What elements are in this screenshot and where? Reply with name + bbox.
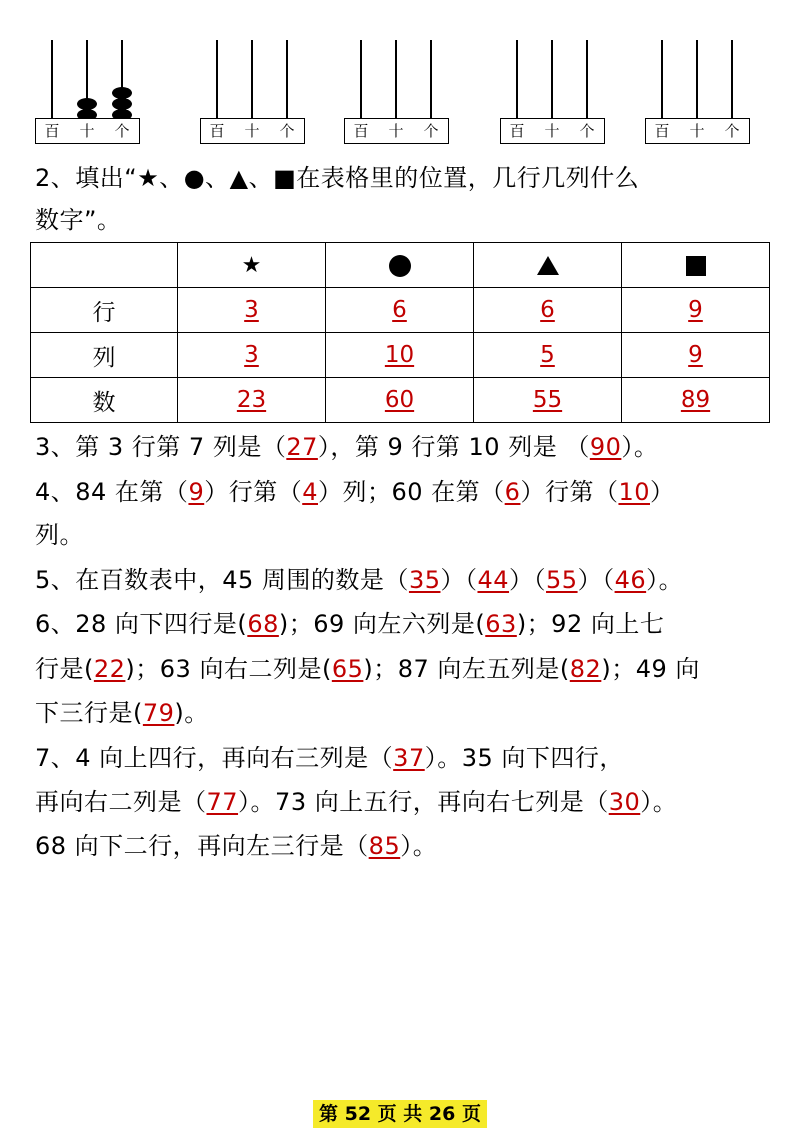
abacus-rod <box>661 40 663 118</box>
header-star <box>178 243 326 288</box>
question-4-line-2: 列。 <box>35 521 84 549</box>
answer: 4 <box>302 478 318 506</box>
text: ）行第（ <box>520 478 619 506</box>
text: ）。 <box>640 788 678 816</box>
text: )；69 向左六列是( <box>278 610 486 638</box>
abacus-5 <box>645 40 750 148</box>
answer: 46 <box>614 566 647 594</box>
text: ） <box>650 478 675 506</box>
table-row <box>31 378 770 423</box>
abacus-4 <box>500 40 605 148</box>
header-square <box>622 243 770 288</box>
abacus-label-tens: 十 <box>244 122 260 140</box>
question-7-line-2 <box>35 787 677 817</box>
table-header-row <box>31 243 770 288</box>
table-answer: 10 <box>326 333 474 378</box>
text: 下三行是( <box>35 699 143 727</box>
table-answer: 9 <box>622 288 770 333</box>
table-answer: 6 <box>474 288 622 333</box>
text: ）。 <box>621 433 659 461</box>
text: 68 向下二行，再向左三行是（ <box>35 832 369 860</box>
square-icon <box>686 256 706 276</box>
answer: 44 <box>477 566 510 594</box>
text: 4、84 在第（ <box>35 478 189 506</box>
abacus-label-hundreds: 百 <box>509 122 525 140</box>
answer: 22 <box>93 655 126 683</box>
abacus-label-ones: 个 <box>423 122 439 140</box>
position-table <box>30 242 770 423</box>
table-answer: 3 <box>178 288 326 333</box>
table-answer: 5 <box>474 333 622 378</box>
text: )；92 向上七 <box>516 610 665 638</box>
abacus-rod <box>51 40 53 118</box>
header-triangle <box>474 243 622 288</box>
text: ）列；60 在第（ <box>318 478 505 506</box>
abacus-label-hundreds: 百 <box>353 122 369 140</box>
abacus-rod <box>395 40 397 118</box>
text: 6、28 向下四行是( <box>35 610 248 638</box>
text: ）。35 向下四行， <box>424 744 624 772</box>
text: 3、第 3 行第 7 列是（ <box>35 433 287 461</box>
question-4-line-1 <box>35 477 675 507</box>
header-circle <box>326 243 474 288</box>
question-2-line-1: 2、填出“★、●、▲、■在表格里的位置，几行几列什么 <box>35 164 640 192</box>
abacus-1 <box>35 40 140 148</box>
abacus-base <box>35 118 140 144</box>
abacus-rod <box>696 40 698 118</box>
row-label: 数 <box>31 378 178 423</box>
question-5 <box>35 565 683 595</box>
answer: 10 <box>618 478 650 506</box>
abacus-label-tens: 十 <box>388 122 404 140</box>
abacus-rod <box>360 40 362 118</box>
answer: 9 <box>188 478 205 506</box>
answer: 65 <box>331 655 364 683</box>
abacus-label-ones: 个 <box>279 122 295 140</box>
abacus-label-tens: 十 <box>689 122 705 140</box>
answer: 77 <box>206 788 239 816</box>
answer: 79 <box>142 699 175 727</box>
row-label: 行 <box>31 288 178 333</box>
question-6-line-1 <box>35 609 664 639</box>
text: )；49 向 <box>601 655 700 683</box>
table-answer: 3 <box>178 333 326 378</box>
abacus-label-ones: 个 <box>114 122 130 140</box>
text: ）（ <box>440 566 478 594</box>
table-corner-cell <box>31 243 178 288</box>
table-answer: 23 <box>178 378 326 423</box>
question-3 <box>35 432 658 462</box>
question-7-line-3 <box>35 831 437 861</box>
question-6-line-3 <box>35 698 209 728</box>
text: ）（ <box>577 566 615 594</box>
abacus-3 <box>344 40 449 148</box>
abacus-base <box>344 118 449 144</box>
answer: 90 <box>589 433 622 461</box>
answer: 27 <box>286 433 318 461</box>
triangle-icon <box>537 256 559 275</box>
answer: 55 <box>546 566 578 594</box>
text: )；63 向右二列是( <box>125 655 332 683</box>
abacus-rod <box>286 40 288 118</box>
text: ）行第（ <box>204 478 303 506</box>
abacus-label-ones: 个 <box>579 122 595 140</box>
text: 5、在百数表中，45 周围的数是（ <box>35 566 409 594</box>
table-row <box>31 333 770 378</box>
answer: 85 <box>368 832 401 860</box>
question-2-line-2: 数字”。 <box>35 206 122 234</box>
abacus-label-hundreds: 百 <box>209 122 225 140</box>
text: 行是( <box>35 655 94 683</box>
text: )；87 向左五列是( <box>363 655 570 683</box>
abacus-rod <box>586 40 588 118</box>
question-7-line-1 <box>35 743 624 773</box>
answer: 37 <box>393 744 425 772</box>
text: 再向右二列是（ <box>35 788 207 816</box>
abacus-rod <box>551 40 553 118</box>
table-row <box>31 288 770 333</box>
abacus-label-tens: 十 <box>79 122 95 140</box>
abacus-rod <box>216 40 218 118</box>
table-answer: 6 <box>326 288 474 333</box>
star-icon: ★ <box>241 253 262 278</box>
abacus-rod <box>731 40 733 118</box>
row-label: 列 <box>31 333 178 378</box>
abacus-label-tens: 十 <box>544 122 560 140</box>
text: ），第 9 行第 10 列是 （ <box>317 433 590 461</box>
abacus-base <box>645 118 750 144</box>
table-answer: 60 <box>326 378 474 423</box>
table-answer: 9 <box>622 333 770 378</box>
text: ）（ <box>509 566 547 594</box>
page-footer: 第 52 页 共 26 页 <box>313 1100 487 1128</box>
abacus-rod <box>251 40 253 118</box>
abacus-base <box>200 118 305 144</box>
text: ）。 <box>646 566 684 594</box>
question-6-line-2 <box>35 654 700 684</box>
answer: 6 <box>504 478 521 506</box>
abacus-label-ones: 个 <box>724 122 740 140</box>
abacus-rod <box>516 40 518 118</box>
text: )。 <box>174 699 209 727</box>
text: ）。 <box>400 832 438 860</box>
answer: 30 <box>608 788 641 816</box>
answer: 63 <box>485 610 517 638</box>
abacus-rod <box>430 40 432 118</box>
answer: 82 <box>569 655 602 683</box>
answer: 68 <box>247 610 279 638</box>
abacus-base <box>500 118 605 144</box>
circle-icon <box>389 255 411 277</box>
abacus-label-hundreds: 百 <box>44 122 60 140</box>
text: 7、4 向上四行，再向右三列是（ <box>35 744 394 772</box>
table-answer: 55 <box>474 378 622 423</box>
abacus-2 <box>200 40 305 148</box>
text: ）。73 向上五行，再向右七列是（ <box>238 788 609 816</box>
answer: 35 <box>408 566 441 594</box>
abacus-label-hundreds: 百 <box>654 122 670 140</box>
table-answer: 89 <box>622 378 770 423</box>
